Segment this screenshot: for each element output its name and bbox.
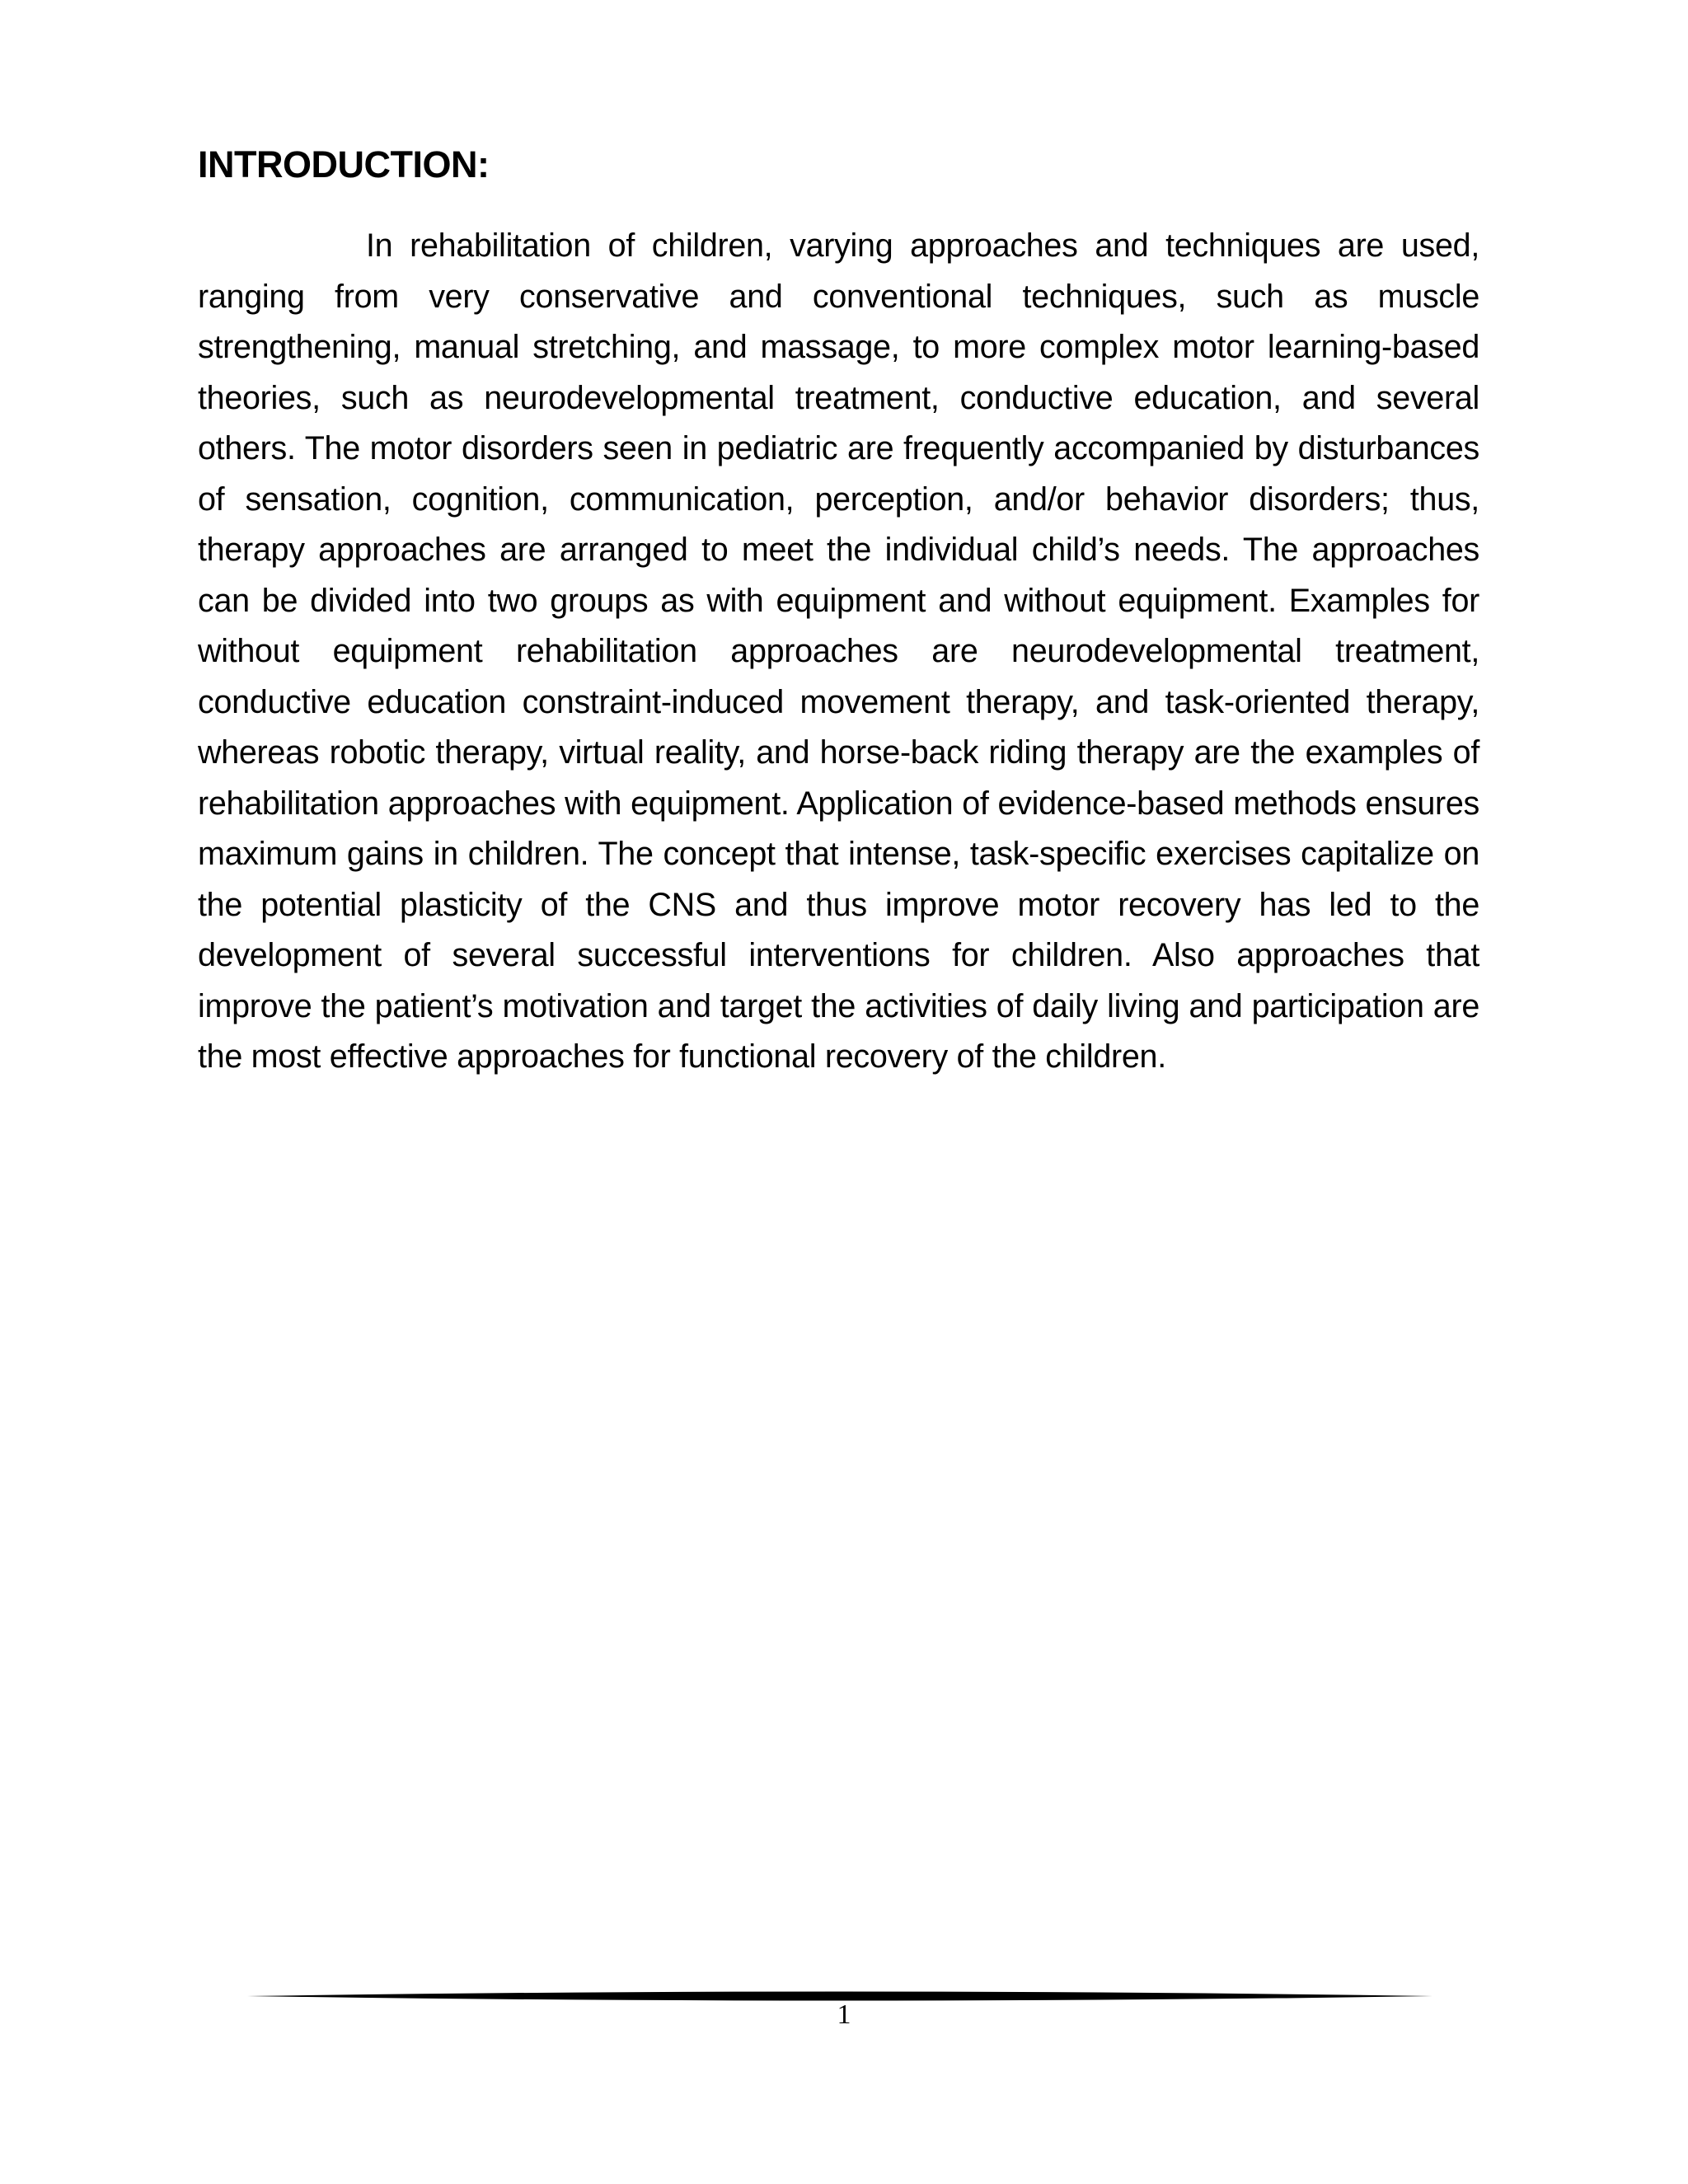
page-number: 1	[837, 1999, 851, 2030]
introduction-paragraph: In rehabilitation of children, varying approaches and techniques are used, ranging from very conservative and conventional techniques, such as muscle strengthening, manual stretching, and massage, to more complex motor learning-based theories, such as neurodevelopmental treatment, conductive education, and several others. The motor disorders seen in pediatric are frequently accompanied by disturbances of sensation, cognition, communication, perception, and/or behavior disorders; thus, therapy approaches are arranged to meet the individual child’s needs. The approaches can be divided into two groups as with equipment and without equipment. Examples for without equipment rehabilitation approaches are neurodevelopmental treatment, conductive education constraint-induced movement therapy, and task-oriented therapy, whereas robotic therapy, virtual reality, and horse-back riding therapy are the examples of rehabilitation approaches with equipment. Application of evidence-based methods ensures maximum gains in children. The concept that intense, task-specific exercises capitalize on the potential plasticity of the CNS and thus improve motor recovery has led to the development of several successful interventions for children. Also approaches that improve the patient’s motivation and target the activities of daily living and participation are the most effective approaches for functional recovery of the children.	[198, 227, 1479, 1075]
section-heading: INTRODUCTION:	[198, 143, 490, 185]
